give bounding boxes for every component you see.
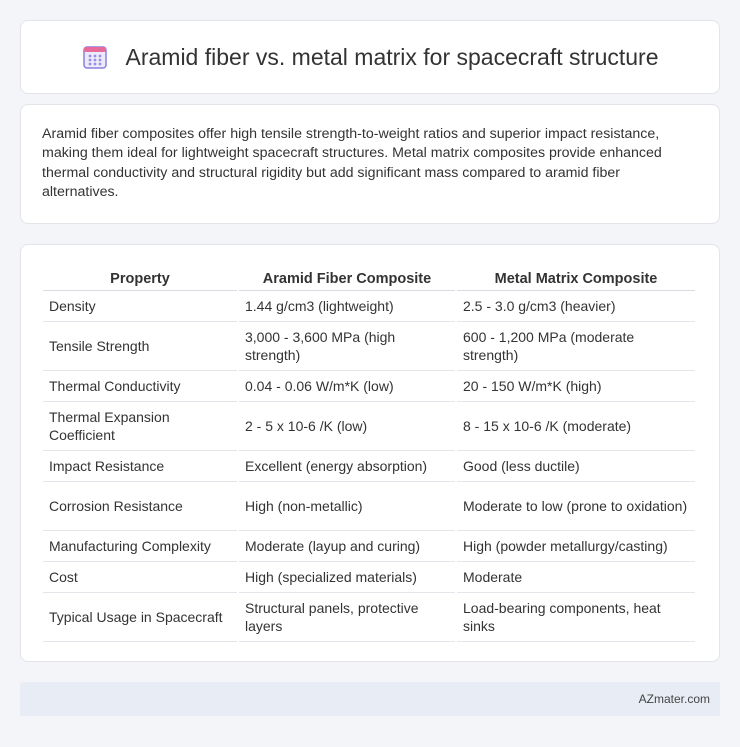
metal-matrix-cell: 600 - 1,200 MPa (moderate strength) (457, 322, 695, 371)
property-cell: Cost (43, 562, 237, 593)
aramid-cell: High (non-metallic) (239, 482, 455, 531)
property-cell: Typical Usage in Spacecraft (43, 593, 237, 642)
footer-brand[interactable]: AZmater.com (638, 692, 710, 706)
column-header-aramid: Aramid Fiber Composite (239, 265, 455, 291)
metal-matrix-cell: 2.5 - 3.0 g/cm3 (heavier) (457, 291, 695, 322)
property-cell: Thermal Expansion Coefficient (43, 402, 237, 451)
table-row (43, 562, 695, 593)
table-row (43, 451, 695, 482)
property-cell: Impact Resistance (43, 451, 237, 482)
title-card (20, 20, 720, 94)
comparison-table-card (20, 244, 720, 662)
aramid-cell: Structural panels, protective layers (239, 593, 455, 642)
table-row (43, 593, 695, 642)
table-row (43, 371, 695, 402)
property-cell: Density (43, 291, 237, 322)
property-cell: Tensile Strength (43, 322, 237, 371)
footer (20, 682, 720, 716)
calendar-grid-icon (82, 44, 108, 70)
table-header-row (43, 265, 695, 291)
table-row (43, 402, 695, 451)
aramid-cell: Moderate (layup and curing) (239, 531, 455, 562)
aramid-cell: High (specialized materials) (239, 562, 455, 593)
metal-matrix-cell: Good (less ductile) (457, 451, 695, 482)
column-header-metal-matrix: Metal Matrix Composite (457, 265, 695, 291)
page-title: Aramid fiber vs. metal matrix for spacecraft structure (125, 43, 659, 70)
column-header-property: Property (43, 265, 237, 291)
intro-card (20, 104, 720, 224)
metal-matrix-cell: Moderate (457, 562, 695, 593)
aramid-cell: 1.44 g/cm3 (lightweight) (239, 291, 455, 322)
table-row (43, 322, 695, 371)
table-row (43, 482, 695, 531)
intro-text: Aramid fiber composites offer high tensile strength-to-weight ratios and superior impact resistance, making them ideal for lightweight spacecraft structures. Metal matrix composites provide enhanced thermal conductivity and structural rigidity but add significant mass compared to aramid fiber alternatives. (42, 126, 662, 201)
metal-matrix-cell: High (powder metallurgy/casting) (457, 531, 695, 562)
property-cell: Corrosion Resistance (43, 482, 237, 531)
property-cell: Manufacturing Complexity (43, 531, 237, 562)
table-row (43, 291, 695, 322)
metal-matrix-cell: Moderate to low (prone to oxidation) (457, 482, 695, 531)
aramid-cell: 0.04 - 0.06 W/m*K (low) (239, 371, 455, 402)
property-cell: Thermal Conductivity (43, 371, 237, 402)
aramid-cell: 3,000 - 3,600 MPa (high strength) (239, 322, 455, 371)
metal-matrix-cell: 8 - 15 x 10-6 /K (moderate) (457, 402, 695, 451)
metal-matrix-cell: Load-bearing components, heat sinks (457, 593, 695, 642)
comparison-table (41, 265, 697, 642)
aramid-cell: 2 - 5 x 10-6 /K (low) (239, 402, 455, 451)
aramid-cell: Excellent (energy absorption) (239, 451, 455, 482)
metal-matrix-cell: 20 - 150 W/m*K (high) (457, 371, 695, 402)
table-row (43, 531, 695, 562)
